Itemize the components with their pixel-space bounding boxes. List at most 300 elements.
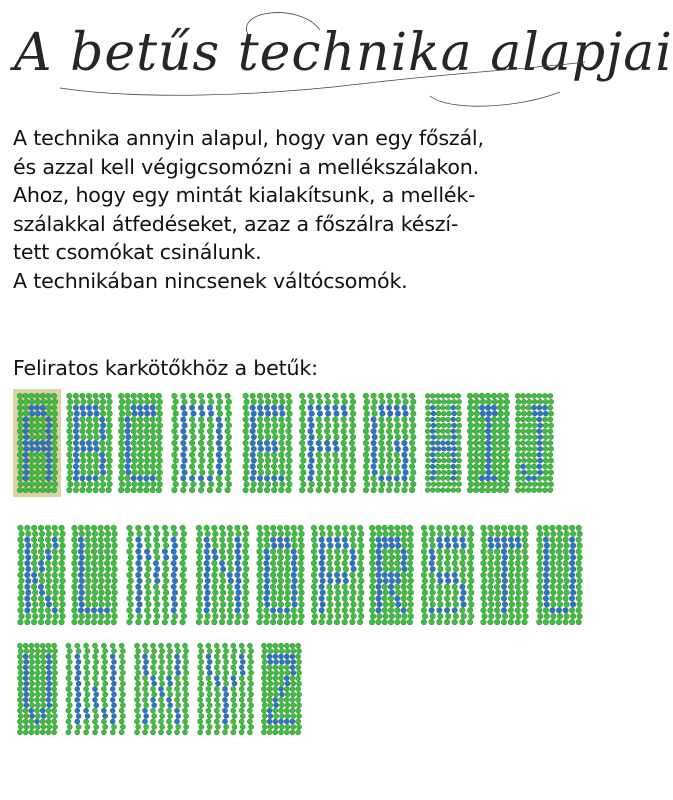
knot-dot <box>103 703 108 708</box>
knot-dot <box>446 405 451 410</box>
knot-dot <box>550 619 556 625</box>
knot-dot <box>444 608 450 614</box>
knot-dot <box>92 697 97 702</box>
knot-dot <box>214 708 219 713</box>
knot-dot <box>482 613 488 619</box>
knot-dot <box>542 440 547 445</box>
knot-dot <box>481 560 487 566</box>
knot-dot <box>138 458 144 464</box>
knot-dot <box>403 423 409 429</box>
knot-dot <box>87 434 93 440</box>
knot-dot <box>430 543 436 549</box>
knot-dot <box>363 417 369 423</box>
knot-dot <box>273 676 278 681</box>
knot-dot <box>172 417 178 423</box>
knot-dot <box>284 619 290 625</box>
knot-dot <box>441 488 446 493</box>
knot-dot <box>41 670 46 675</box>
knot-dot <box>441 393 446 398</box>
knot-dot <box>370 578 376 584</box>
knot-dot <box>85 560 91 566</box>
knot-dot <box>94 481 100 487</box>
knot-dot <box>395 537 401 543</box>
knot-dot <box>452 560 458 566</box>
knot-dot <box>66 719 71 724</box>
knot-dot <box>311 560 317 566</box>
knot-dot <box>501 560 507 566</box>
knot-dot <box>379 417 385 423</box>
knot-dot <box>181 613 187 619</box>
knot-dot <box>182 423 188 429</box>
knot-dot <box>52 446 57 451</box>
knot-dot <box>494 525 500 531</box>
knot-dot <box>182 686 187 691</box>
knot-dot <box>422 602 428 608</box>
knot-dot <box>516 531 522 537</box>
knot-dot <box>26 578 32 584</box>
knot-dot <box>73 440 79 446</box>
knot-dot <box>298 608 304 614</box>
knot-dot <box>312 543 318 549</box>
knot-dot <box>103 714 108 719</box>
knot-dot <box>257 405 263 411</box>
knot-dot <box>100 458 106 464</box>
knot-dot <box>509 590 515 596</box>
knot-dot <box>438 578 444 584</box>
knot-dot <box>265 602 271 608</box>
knot-dot <box>226 470 232 476</box>
knot-dot <box>522 525 528 531</box>
knot-dot <box>226 446 232 452</box>
knot-dot <box>387 481 393 487</box>
knot-dot <box>182 470 188 476</box>
knot-dot <box>181 428 187 434</box>
knot-dot <box>231 686 236 691</box>
knot-dot <box>515 440 520 445</box>
knot-dot <box>328 602 334 608</box>
knot-dot <box>261 686 266 691</box>
knot-dot <box>199 681 204 686</box>
knot-dot <box>515 572 521 578</box>
knot-dot <box>544 613 550 619</box>
knot-dot <box>394 440 400 446</box>
knot-dot <box>551 543 557 549</box>
knot-dot <box>312 590 318 596</box>
knot-dot <box>446 470 451 475</box>
knot-dot <box>538 435 543 440</box>
knot-dot <box>515 608 521 614</box>
knot-dot <box>174 708 179 713</box>
knot-dot <box>328 543 334 549</box>
knot-dot <box>51 452 56 457</box>
knot-dot <box>219 619 225 625</box>
knot-dot <box>162 537 168 543</box>
knot-dot <box>264 608 270 614</box>
knot-dot <box>265 555 271 561</box>
knot-dot <box>214 697 219 702</box>
knot-dot <box>25 537 31 543</box>
knot-dot <box>131 417 137 423</box>
knot-dot <box>144 481 150 487</box>
knot-dot <box>316 464 322 470</box>
knot-dot <box>509 566 515 572</box>
knot-dot <box>136 724 141 729</box>
knot-dot <box>80 417 86 423</box>
knot-dot <box>217 399 223 405</box>
knot-dot <box>35 434 40 439</box>
knot-dot <box>94 446 100 452</box>
knot-dot <box>41 659 46 664</box>
knot-dot <box>402 613 408 619</box>
knot-dot <box>86 452 92 458</box>
knot-dot <box>150 697 155 702</box>
knot-dot <box>264 549 270 555</box>
knot-dot <box>317 481 323 487</box>
knot-dot <box>18 649 23 654</box>
knot-dot <box>53 555 59 561</box>
knot-dot <box>152 659 157 664</box>
knot-dot <box>247 697 252 702</box>
knot-dot <box>172 555 178 561</box>
knot-dot <box>243 405 249 411</box>
knot-dot <box>292 543 298 549</box>
knot-dot <box>104 537 110 543</box>
knot-dot <box>278 578 284 584</box>
knot-dot <box>25 549 31 555</box>
knot-dot <box>131 440 137 446</box>
knot-dot <box>481 584 487 590</box>
knot-dot <box>80 487 86 493</box>
knot-dot <box>556 572 562 578</box>
knot-dot <box>262 670 267 675</box>
knot-dot <box>325 411 331 417</box>
knot-dot <box>272 470 278 476</box>
knot-dot <box>296 659 301 664</box>
knot-dot <box>488 608 494 614</box>
knot-dot <box>357 584 363 590</box>
knot-dot <box>189 405 195 411</box>
knot-dot <box>171 572 177 578</box>
knot-dot <box>556 537 562 543</box>
knot-dot <box>451 488 456 493</box>
knot-dot <box>34 440 39 445</box>
knot-dot <box>251 423 257 429</box>
knot-dot <box>208 399 214 405</box>
knot-dot <box>267 730 272 735</box>
knot-dot <box>426 458 431 463</box>
knot-dot <box>134 697 139 702</box>
knot-dot <box>531 440 536 445</box>
knot-dot <box>320 590 326 596</box>
knot-dot <box>485 393 491 399</box>
knot-dot <box>207 681 212 686</box>
knot-dot <box>144 464 150 470</box>
knot-dot <box>19 555 25 561</box>
knot-dot <box>181 590 187 596</box>
knot-dot <box>100 481 106 487</box>
knot-dot <box>372 434 378 440</box>
knot-dot <box>569 619 575 625</box>
knot-dot <box>228 543 234 549</box>
knot-dot <box>136 608 142 614</box>
knot-dot <box>271 555 277 561</box>
knot-dot <box>132 423 138 429</box>
knot-dot <box>200 446 206 452</box>
knot-dot <box>76 670 81 675</box>
knot-dot <box>59 596 65 602</box>
knot-dot <box>482 602 488 608</box>
knot-dot <box>271 590 277 596</box>
knot-dot <box>564 602 570 608</box>
knot-dot <box>250 452 256 458</box>
knot-dot <box>92 590 98 596</box>
knot-dot <box>25 608 31 614</box>
knot-dot <box>285 566 291 572</box>
knot-dot <box>131 476 137 482</box>
knot-dot <box>264 560 270 566</box>
knot-dot <box>278 555 284 561</box>
knot-dot <box>265 578 271 584</box>
knot-dot <box>17 708 22 713</box>
knot-dot <box>576 619 582 625</box>
knot-dot <box>504 423 510 429</box>
knot-dot <box>206 676 211 681</box>
knot-dot <box>380 423 386 429</box>
knot-dot <box>99 613 105 619</box>
knot-dot <box>319 608 325 614</box>
knot-dot <box>444 596 450 602</box>
knot-dot <box>537 596 543 602</box>
knot-dot <box>364 458 370 464</box>
knot-dot <box>446 429 451 434</box>
knot-dot <box>308 405 314 411</box>
knot-dot <box>357 608 363 614</box>
knot-dot <box>84 686 89 691</box>
knot-dot <box>30 659 35 664</box>
knot-dot <box>111 608 117 614</box>
knot-dot <box>198 464 204 470</box>
knot-dot <box>104 584 110 590</box>
knot-dot <box>163 590 169 596</box>
knot-dot <box>389 602 395 608</box>
knot-dot <box>516 578 522 584</box>
knot-dot <box>335 543 341 549</box>
knot-dot <box>213 555 219 561</box>
knot-dot <box>29 464 34 469</box>
knot-dot <box>425 417 430 422</box>
knot-dot <box>40 428 45 433</box>
knot-dot <box>278 654 283 659</box>
knot-dot <box>538 482 543 487</box>
knot-dot <box>387 399 393 405</box>
knot-dot <box>446 393 451 398</box>
knot-dot <box>207 649 212 654</box>
knot-dot <box>436 435 441 440</box>
knot-dot <box>80 452 86 458</box>
knot-dot <box>286 405 292 411</box>
knot-dot <box>280 434 286 440</box>
knot-dot <box>204 619 210 625</box>
knot-dot <box>24 481 29 486</box>
knot-dot <box>271 464 277 470</box>
knot-dot <box>38 525 44 531</box>
knot-dot <box>243 417 249 423</box>
knot-dot <box>217 458 223 464</box>
knot-dot <box>395 446 401 452</box>
knot-dot <box>66 665 71 670</box>
knot-dot <box>257 560 263 566</box>
knot-dot <box>212 549 218 555</box>
knot-dot <box>498 458 504 464</box>
knot-dot <box>250 476 256 482</box>
knot-dot <box>451 464 456 469</box>
knot-dot <box>350 411 356 417</box>
knot-dot <box>444 572 450 578</box>
knot-dot <box>126 481 132 487</box>
knot-dot <box>75 665 80 670</box>
knot-dot <box>228 578 234 584</box>
knot-dot <box>73 590 79 596</box>
knot-dot <box>171 608 177 614</box>
knot-dot <box>376 525 382 531</box>
knot-dot <box>327 572 333 578</box>
knot-dot <box>291 659 296 664</box>
knot-dot <box>196 619 202 625</box>
knot-dot <box>460 537 466 543</box>
knot-dot <box>244 423 250 429</box>
knot-dot <box>172 440 178 446</box>
knot-dot <box>239 654 244 659</box>
knot-dot <box>280 470 286 476</box>
knot-dot <box>32 590 38 596</box>
knot-dot <box>247 730 252 735</box>
knot-dot <box>422 543 428 549</box>
knot-dot <box>503 428 509 434</box>
knot-dot <box>18 572 24 578</box>
knot-dot <box>334 411 340 417</box>
knot-dot <box>538 566 544 572</box>
knot-dot <box>445 613 451 619</box>
knot-dot <box>258 566 264 572</box>
knot-dot <box>81 411 87 417</box>
knot-dot <box>35 703 40 708</box>
knot-dot <box>150 417 156 423</box>
knot-dot <box>429 549 435 555</box>
knot-dot <box>86 440 92 446</box>
knot-dot <box>364 470 370 476</box>
knot-dot <box>29 428 34 433</box>
knot-dot <box>98 525 104 531</box>
knot-dot <box>421 560 427 566</box>
knot-dot <box>208 446 214 452</box>
knot-dot <box>543 537 549 543</box>
knot-dot <box>388 596 394 602</box>
knot-dot <box>142 697 147 702</box>
knot-dot <box>142 708 147 713</box>
knot-dot <box>168 703 173 708</box>
knot-dot <box>324 464 330 470</box>
knot-dot <box>380 434 386 440</box>
knot-dot <box>516 399 521 404</box>
knot-dot <box>317 458 323 464</box>
knot-dot <box>17 393 22 398</box>
knot-dot <box>576 596 582 602</box>
knot-dot <box>24 458 29 463</box>
knot-dot <box>543 482 548 487</box>
knot-dot <box>267 665 272 670</box>
letter-tile-r <box>369 525 413 625</box>
knot-dot <box>437 619 443 625</box>
knot-dot <box>225 440 231 446</box>
knot-dot <box>564 578 570 584</box>
knot-dot <box>262 681 267 686</box>
knot-dot <box>228 590 234 596</box>
knot-dot <box>181 555 187 561</box>
knot-dot <box>279 703 284 708</box>
knot-dot <box>128 543 134 549</box>
knot-dot <box>228 555 234 561</box>
knot-dot <box>436 446 441 451</box>
knot-dot <box>258 481 264 487</box>
knot-dot <box>35 649 40 654</box>
knot-dot <box>17 476 22 481</box>
knot-dot <box>421 537 427 543</box>
knot-dot <box>333 417 339 423</box>
knot-dot <box>549 411 554 416</box>
knot-dot <box>94 681 99 686</box>
knot-dot <box>174 654 179 659</box>
knot-dot <box>341 393 347 399</box>
knot-dot <box>351 555 357 561</box>
knot-dot <box>456 417 461 422</box>
knot-dot <box>543 525 549 531</box>
knot-dot <box>153 584 159 590</box>
knot-dot <box>118 464 124 470</box>
knot-dot <box>80 464 86 470</box>
knot-dot <box>299 613 305 619</box>
knot-dot <box>243 464 249 470</box>
knot-dot <box>25 525 31 531</box>
knot-dot <box>47 670 52 675</box>
knot-dot <box>181 464 187 470</box>
knot-dot <box>296 692 301 697</box>
knot-dot <box>515 417 520 422</box>
knot-dot <box>279 670 284 675</box>
knot-dot <box>377 531 383 537</box>
knot-dot <box>429 619 435 625</box>
knot-dot <box>498 446 504 452</box>
knot-dot <box>474 399 480 405</box>
knot-dot <box>576 560 582 566</box>
knot-dot <box>35 411 40 416</box>
knot-dot <box>516 470 521 475</box>
knot-dot <box>446 423 451 428</box>
knot-dot <box>576 608 582 614</box>
knot-dot <box>166 719 171 724</box>
knot-dot <box>273 643 278 648</box>
knot-dot <box>258 434 264 440</box>
knot-dot <box>24 434 29 439</box>
knot-dot <box>319 525 325 531</box>
knot-dot <box>73 464 79 470</box>
knot-dot <box>369 549 375 555</box>
knot-dot <box>430 405 435 410</box>
knot-dot <box>128 590 134 596</box>
knot-dot <box>479 428 485 434</box>
knot-dot <box>460 619 466 625</box>
knot-dot <box>407 584 413 590</box>
knot-dot <box>383 602 389 608</box>
